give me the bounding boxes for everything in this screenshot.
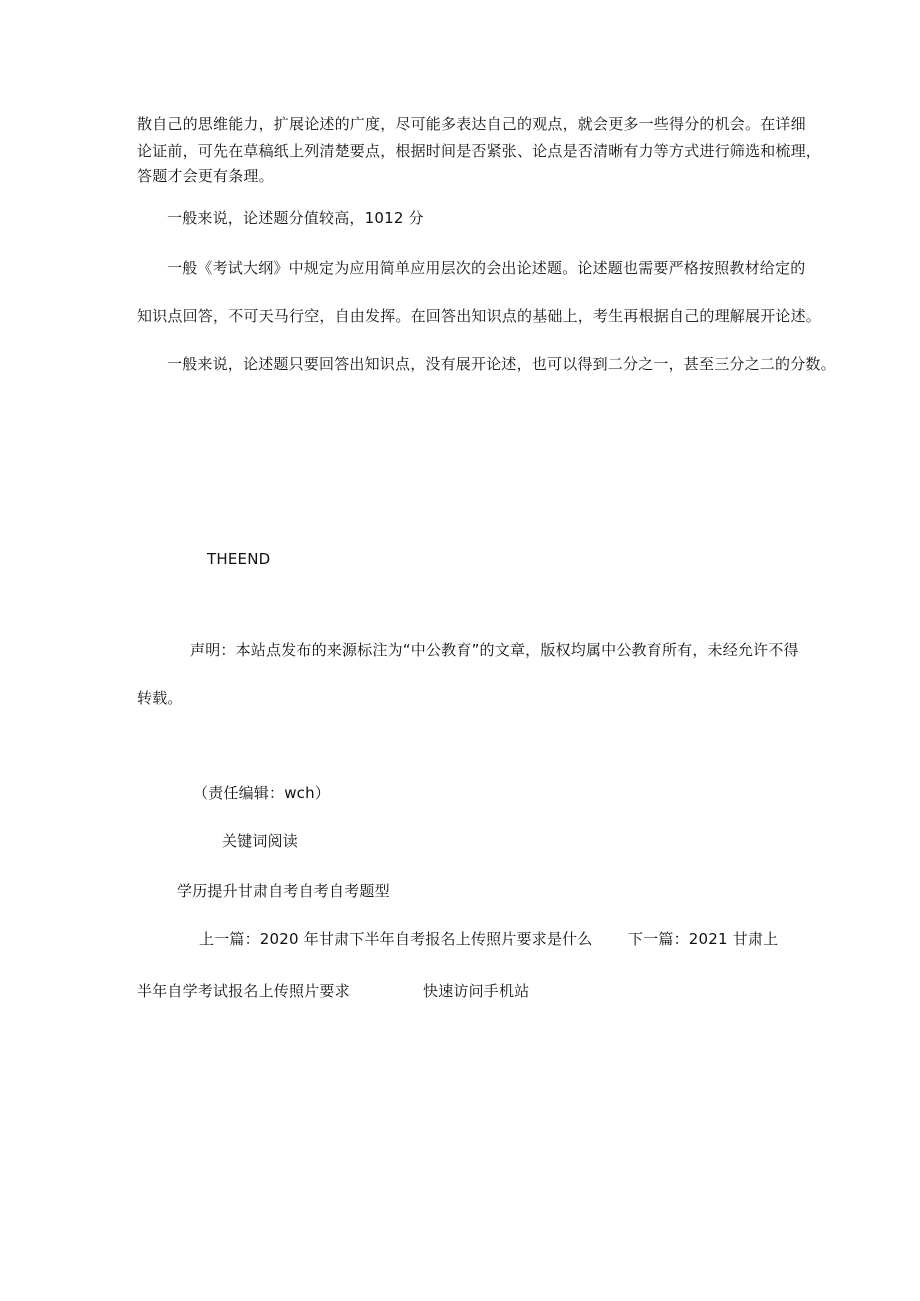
paragraph-2: 一般来说，论述题分值较高，1012 分 <box>167 209 424 227</box>
statement-line-1: 声明：本站点发布的来源标注为“中公教育”的文章，版权均属中公教育所有，未经允许不得 <box>190 641 799 659</box>
responsible-editor: （责任编辑：wch） <box>193 784 331 802</box>
keywords-heading: 关键词阅读 <box>222 832 299 850</box>
paragraph-1-line-3: 答题才会更有条理。 <box>137 167 274 185</box>
the-end-mark: THEEND <box>207 550 271 568</box>
next-article-link-part-1[interactable]: 下一篇：2021 甘肃上 <box>628 930 779 948</box>
paragraph-1-line-2: 论证前，可先在草稿纸上列清楚要点，根据时间是否紧张、论点是否清晰有力等方式进行筛选和梳理， <box>137 142 822 160</box>
keyword-tags[interactable]: 学历提升甘肃自考自考自考题型 <box>177 882 390 900</box>
paragraph-3-line-1: 一般《考试大纲》中规定为应用简单应用层次的会出论述题。论述题也需要严格按照教材给定的 <box>167 259 806 277</box>
paragraph-1-line-1: 散自己的思维能力，扩展论述的广度，尽可能多表达自己的观点，就会更多一些得分的机会。在详细 <box>137 115 806 133</box>
statement-line-2: 转载。 <box>137 689 183 707</box>
paragraph-3-line-2: 知识点回答，不可天马行空，自由发挥。在回答出知识点的基础上，考生再根据自己的理解展开论述。 <box>137 307 822 325</box>
paragraph-4: 一般来说，论述题只要回答出知识点，没有展开论述，也可以得到二分之一，甚至三分之二的分数。 <box>167 355 836 373</box>
previous-article-link[interactable]: 上一篇：2020 年甘肃下半年自考报名上传照片要求是什么 <box>199 930 593 948</box>
mobile-site-link[interactable]: 快速访问手机站 <box>423 982 530 1000</box>
next-article-link-part-2[interactable]: 半年自学考试报名上传照片要求 <box>137 982 350 1000</box>
